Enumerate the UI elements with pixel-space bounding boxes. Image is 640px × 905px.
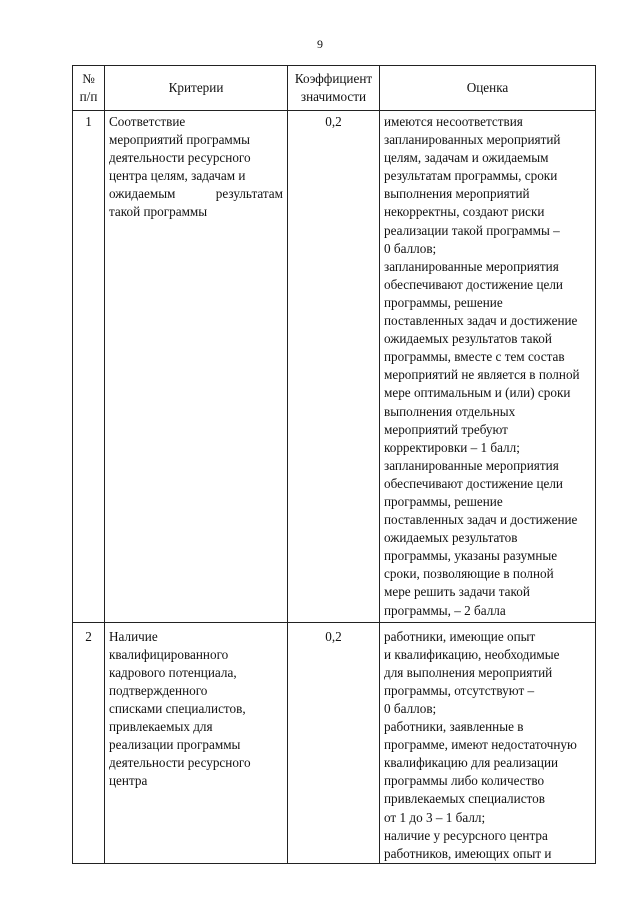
header-coefficient: Коэффициент значимости (288, 66, 380, 111)
score-line: и квалификацию, необходимые (384, 646, 560, 662)
row-number: 1 (73, 111, 105, 623)
criterion-line: Наличие (109, 628, 158, 644)
criterion-line: Соответствие (109, 114, 186, 129)
header-criteria: Критерии (105, 66, 288, 111)
score-line: сроки, позволяющие в полной (384, 566, 554, 582)
table-header-row (73, 66, 596, 111)
criterion-text (105, 622, 288, 863)
score-line: программы либо количество (384, 773, 545, 789)
score-line: обеспечивают достижение цели (384, 276, 563, 292)
score-line: работники, имеющие опыт (384, 628, 536, 644)
criterion-line: такой программы (109, 204, 208, 220)
criterion-line: центра (109, 773, 148, 789)
score-line: наличие у ресурсного центра (384, 827, 548, 843)
score-line: мероприятий требуют (384, 421, 508, 437)
score-line: мероприятий не является в полной (384, 367, 580, 383)
criterion-text (105, 111, 288, 623)
score-line: программы, вместе с тем состав (384, 349, 565, 365)
score-line: для выполнения мероприятий (384, 664, 553, 680)
score-line: мере оптимальным и (или) сроки (384, 385, 571, 401)
criterion-line: центра целям, задачам и (109, 168, 246, 184)
score-line: имеются несоответствия (384, 114, 523, 129)
row-number: 2 (73, 622, 105, 863)
criterion-line: деятельности ресурсного (109, 150, 251, 166)
score-description (380, 622, 596, 863)
score-line: некорректны, создают риски (384, 204, 545, 220)
table-row (73, 622, 596, 863)
score-line: обеспечивают достижение цели (384, 475, 563, 491)
criterion-line: квалифицированного (109, 646, 229, 662)
score-line: привлекаемых специалистов (384, 791, 545, 807)
criterion-line: привлекаемых для (109, 719, 213, 735)
score-line: запланированные мероприятия (384, 258, 559, 274)
score-line: выполнения отдельных (384, 403, 516, 419)
table-row (73, 111, 596, 623)
criterion-line: списками специалистов, (109, 701, 246, 716)
score-line: ожидаемых результатов (384, 530, 518, 546)
coefficient-value: 0,2 (288, 111, 380, 623)
score-line: целям, задачам и ожидаемым (384, 150, 549, 166)
score-line: выполнения мероприятий (384, 186, 530, 202)
score-line: от 1 до 3 – 1 балл; (384, 809, 486, 825)
score-line: реализации такой программы – (384, 222, 560, 238)
score-description (380, 111, 596, 623)
header-score: Оценка (380, 66, 596, 111)
score-line: работники, заявленные в (384, 719, 524, 735)
criterion-line: реализации программы (109, 737, 241, 753)
criterion-line: подтвержденного (109, 682, 208, 698)
score-line: программы, решение (384, 294, 503, 310)
score-line: мере решить задачи такой (384, 584, 530, 600)
page-number: 9 (317, 37, 323, 51)
score-line: программы, указаны разумные (384, 548, 558, 564)
criterion-line: ожидаемым результатам (109, 186, 283, 202)
score-line: программе, имеют недостаточную (384, 737, 577, 753)
criterion-line: кадрового потенциала, (109, 664, 237, 680)
score-line: программы, отсутствуют – (384, 682, 535, 698)
score-line: 0 баллов; (384, 701, 437, 716)
criterion-line: деятельности ресурсного (109, 755, 251, 771)
score-line: запланированные мероприятия (384, 457, 559, 473)
score-line: работников, имеющих опыт и (384, 845, 552, 861)
score-line: поставленных задач и достижение (384, 512, 578, 528)
score-line: запланированных мероприятий (384, 132, 561, 148)
criterion-line: мероприятий программы (109, 132, 250, 148)
score-line: программы, – 2 балла (384, 602, 506, 618)
score-line: программы, решение (384, 493, 503, 509)
score-line: результатам программы, сроки (384, 168, 558, 184)
score-line: квалификацию для реализации (384, 755, 559, 771)
score-line: ожидаемых результатов такой (384, 331, 552, 347)
score-line: корректировки – 1 балл; (384, 439, 520, 455)
coefficient-value: 0,2 (288, 622, 380, 863)
score-line: 0 баллов; (384, 240, 437, 256)
score-line: поставленных задач и достижение (384, 313, 578, 329)
header-number: № п/п (73, 66, 105, 111)
criteria-table (72, 65, 596, 864)
